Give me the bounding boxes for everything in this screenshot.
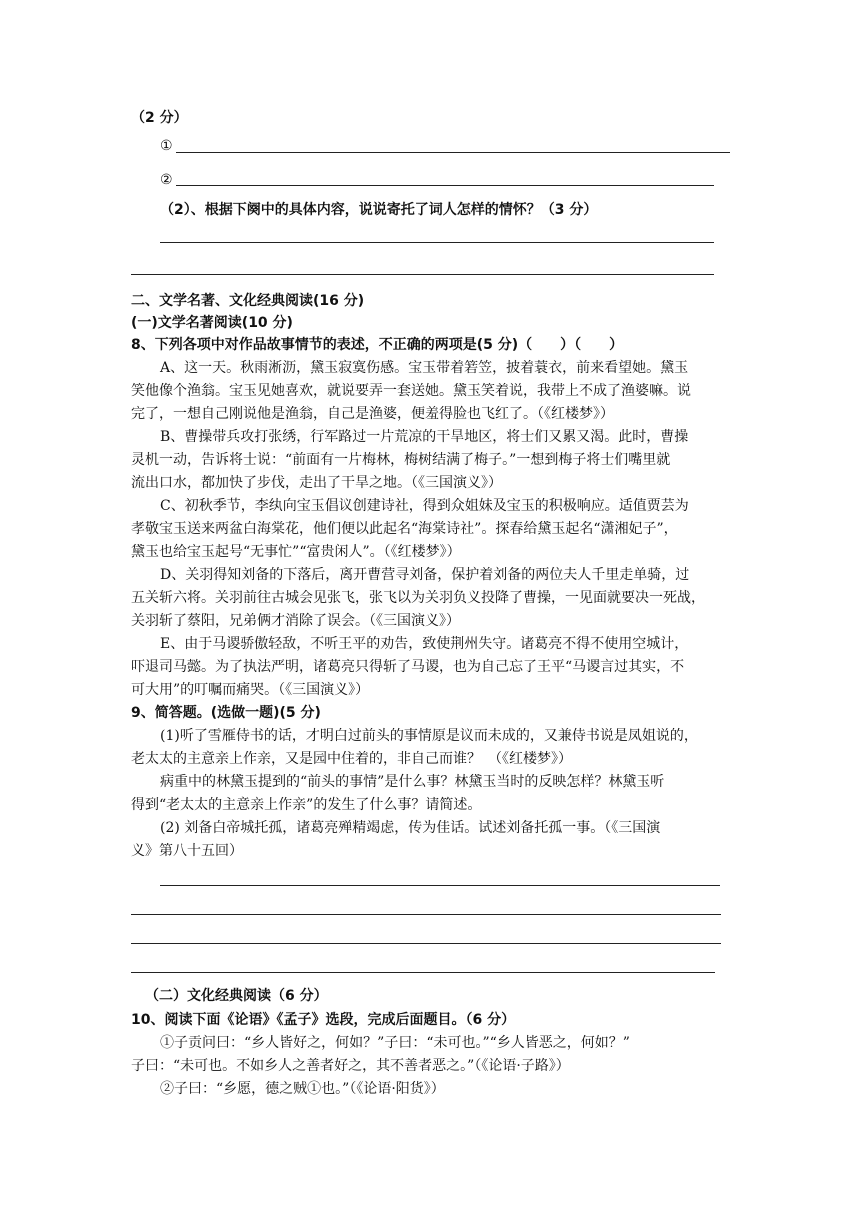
section-title: 二、文学名著、文化经典阅读(16 分) xyxy=(131,293,365,309)
q10-passage-line: ①子贡问曰：“乡人皆好之，何如？”子曰：“未可也。”“乡人皆恶之，何如？” xyxy=(160,1035,630,1051)
question-8-stem: 8、下列各项中对作品故事情节的表述，不正确的两项是(5 分)（ ）（ ） xyxy=(131,337,624,353)
option-e-line: 可大用”的叮嘱而痛哭。（《三国演义》） xyxy=(131,682,370,698)
subsection-title: （二）文化经典阅读（6 分） xyxy=(145,988,328,1004)
option-d-line: 五关斩六将。关羽前往古城会见张飞，张飞以为关羽负义投降了曹操，一见面就要决一死战， xyxy=(131,590,705,606)
option-e-line: E、由于马谡骄傲轻敌，不听王平的劝告，致使荆州失守。诸葛亮不得不使用空城计， xyxy=(160,636,689,652)
answer-line[interactable] xyxy=(131,274,714,275)
answer-line[interactable] xyxy=(131,914,721,915)
q10-passage-line: 子曰：“未可也。不如乡人之善者好之，其不善者恶之。”（《论语·子路》） xyxy=(131,1058,570,1074)
q9-prompt-line: 得到“老太太的主意亲上作亲”的发生了什么事？请简述。 xyxy=(131,797,482,813)
answer-line[interactable] xyxy=(160,242,714,243)
answer-line[interactable] xyxy=(131,972,715,973)
option-d-line: 关羽斩了蔡阳，兄弟俩才消除了误会。（《三国演义》） xyxy=(131,613,460,629)
points-label: （2 分） xyxy=(131,110,188,126)
answer-line[interactable] xyxy=(176,152,730,153)
answer-line[interactable] xyxy=(176,185,714,186)
answer-line[interactable] xyxy=(160,885,720,886)
option-b-line: 灵机一动，告诉将士说：“前面有一片梅林，梅树结满了梅子。”一想到梅子将士们嘴里就 xyxy=(131,452,671,468)
answer-line[interactable] xyxy=(131,943,721,944)
option-c-line: 黛玉也给宝玉起号“无事忙”“富贵闲人”。（《红楼梦》） xyxy=(131,544,461,560)
q9-option-2-line: (2) 刘备白帝城托孤，诸葛亮殚精竭虑，传为佳话。试述刘备托孤一事。（《三国演 xyxy=(160,820,661,836)
sub-question-2: （2）、根据下阕中的具体内容，说说寄托了词人怎样的情怀？（3 分） xyxy=(160,202,598,218)
option-b-line: 流出口水，都加快了步伐，走出了干旱之地。（《三国演义》） xyxy=(131,475,502,491)
q9-passage-line: 老太太的主意亲上作亲，又是园中住着的，非自己而谁？ （《红楼梦》） xyxy=(131,751,572,767)
subsection-title: (一)文学名著阅读(10 分) xyxy=(131,315,293,331)
option-b-line: B、曹操带兵攻打张绣，行军路过一片荒凉的干旱地区，将士们又累又渴。此时，曹操 xyxy=(160,429,689,445)
question-10-stem: 10、阅读下面《论语》《孟子》选段，完成后面题目。（6 分） xyxy=(131,1012,516,1028)
blank-marker-1: ① xyxy=(160,138,173,154)
question-9-stem: 9、简答题。(选做一题)(5 分) xyxy=(131,705,321,721)
option-d-line: D、关羽得知刘备的下落后，离开曹营寻刘备，保护着刘备的两位夫人千里走单骑，过 xyxy=(160,567,690,583)
option-a-line: 完了，一想自己刚说他是渔翁，自己是渔婆，便羞得脸也飞红了。（《红楼梦》） xyxy=(131,406,614,422)
option-a-line: A、这一天。秋雨淅沥，黛玉寂寞伤感。宝玉带着箬笠，披着蓑衣，前来看望她。黛玉 xyxy=(160,360,689,376)
blank-marker-2: ② xyxy=(160,172,173,188)
q9-passage-line: (1)听了雪雁侍书的话，才明白过前头的事情原是议而未成的，又兼侍书说是凤姐说的， xyxy=(160,728,698,744)
q9-option-2-line: 义》第八十五回） xyxy=(131,843,243,859)
q9-prompt-line: 病重中的林黛玉提到的“前头的事情”是什么事？林黛玉当时的反映怎样？林黛玉听 xyxy=(160,774,665,790)
option-c-line: C、初秋季节，李纨向宝玉倡议创建诗社，得到众姐妹及宝玉的积极响应。适值贾芸为 xyxy=(160,498,689,514)
q10-passage-line: ②子曰：“乡愿，德之贼①也。”（《论语·阳货》） xyxy=(160,1081,445,1097)
option-c-line: 孝敬宝玉送来两盆白海棠花，他们便以此起名“海棠诗社”。探春给黛玉起名“潇湘妃子”， xyxy=(131,521,678,537)
option-a-line: 笑他像个渔翁。宝玉见她喜欢，就说要弄一套送她。黛玉笑着说，我带上不成了渔婆嘛。说 xyxy=(131,383,691,399)
option-e-line: 吓退司马懿。为了执法严明，诸葛亮只得斩了马谡，也为自己忘了王平“马谡言过其实，不 xyxy=(131,659,685,675)
